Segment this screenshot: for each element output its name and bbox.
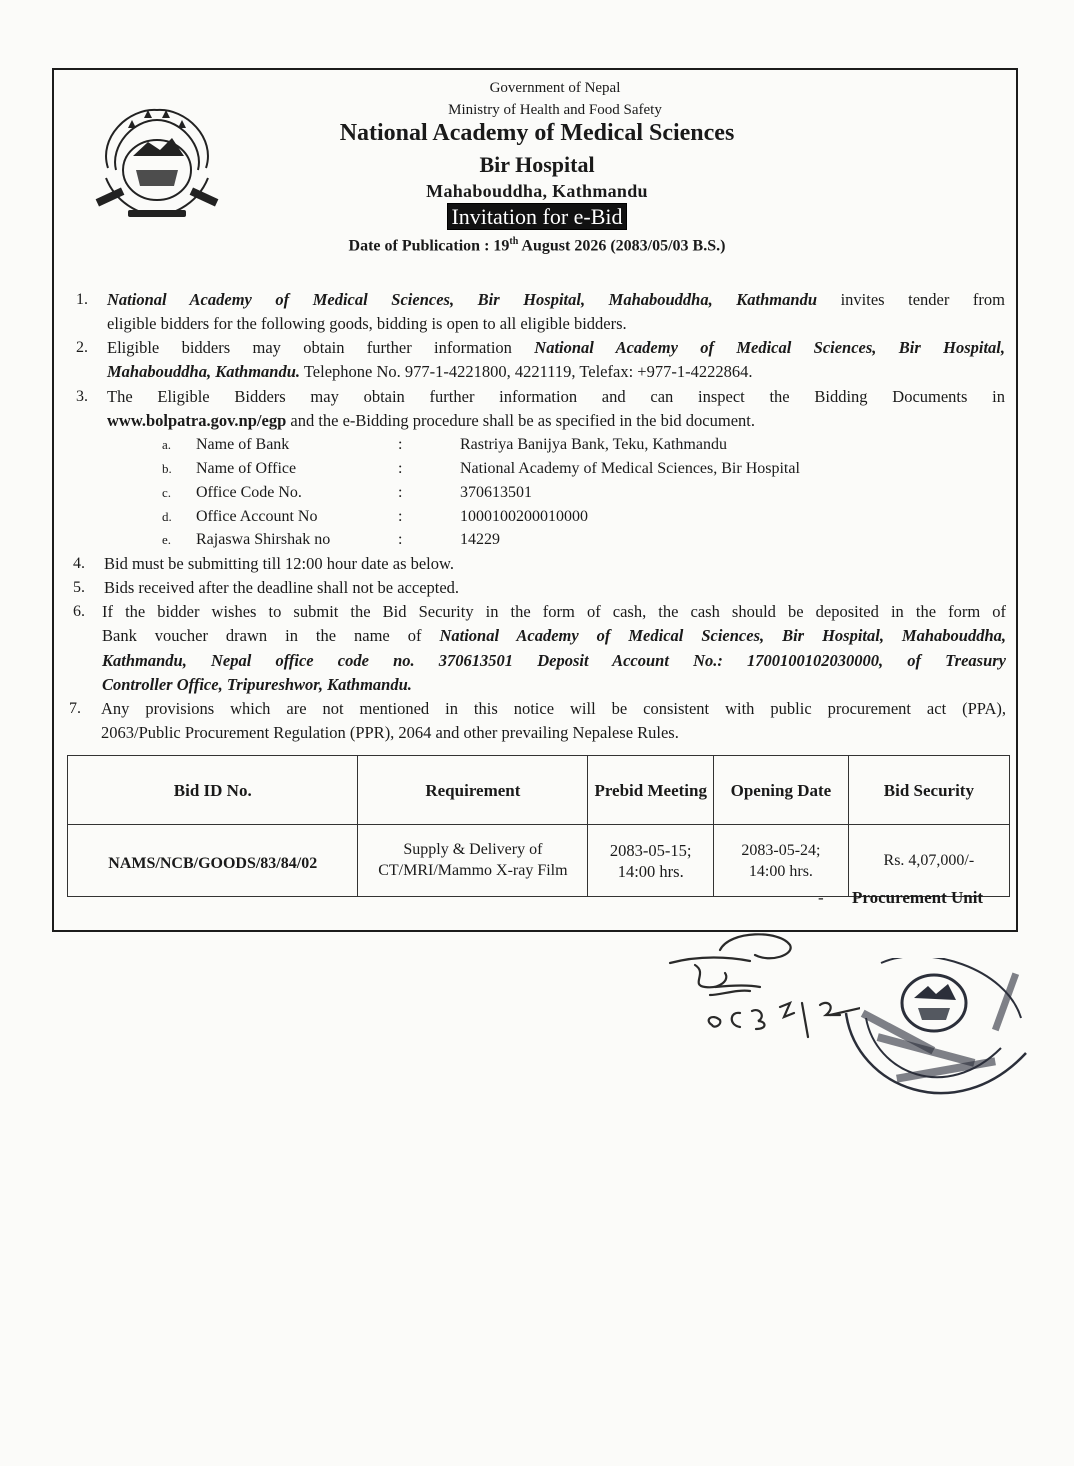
item-3-line2: www.bolpatra.gov.np/egp and the e-Bidding procedure shall be as specified in the bid document.: [107, 411, 755, 430]
col-requirement: Requirement: [358, 756, 588, 825]
item-7-number: 7.: [69, 700, 81, 717]
item-5-text: Bids received after the deadline shall not be accepted.: [104, 578, 460, 597]
col-opening: Opening Date: [714, 756, 849, 825]
item-2-line1: Eligible bidders may obtain further information National Academy of Medical Sciences, Bir Hospital,: [107, 338, 1005, 357]
academy-title: National Academy of Medical Sciences: [339, 120, 735, 146]
prebid-cell: 2083-05-15; 14:00 hrs.: [588, 825, 714, 897]
item-6-number: 6.: [73, 603, 85, 620]
security-cell: Rs. 4,07,000/-: [848, 825, 1009, 897]
table-header-row: [68, 756, 1010, 825]
item-1-line1: National Academy of Medical Sciences, Bir Hospital, Mahabouddha, Kathmandu invites tender from: [107, 290, 1005, 309]
bank-row: c. Office Code No. : 370613501: [162, 484, 532, 501]
opening-cell: 2083-05-24; 14:00 hrs.: [714, 825, 849, 897]
item-5-number: 5.: [73, 579, 85, 596]
col-bid-id: Bid ID No.: [68, 756, 358, 825]
item-6-line1: If the bidder wishes to submit the Bid Security in the form of cash, the cash should be deposited in the form of: [102, 602, 1006, 621]
item-4-text: Bid must be submitting till 12:00 hour date as below.: [104, 554, 454, 573]
government-line: Government of Nepal: [489, 80, 621, 96]
item-1-line2: eligible bidders for the following goods, bidding is open to all eligible bidders.: [107, 314, 627, 333]
item-7-line2: 2063/Public Procurement Regulation (PPR), 2064 and other prevailing Nepalese Rules.: [101, 723, 679, 742]
notice-title: Invitation for e-Bid: [0, 204, 1074, 230]
handwritten-signature: [660, 925, 860, 1045]
bid-table: [67, 755, 1010, 897]
official-seal: [836, 958, 1036, 1128]
item-1-number: 1.: [76, 291, 88, 308]
bank-row: b. Name of Office : National Academy of Medical Sciences, Bir Hospital: [162, 460, 800, 477]
item-7-line1: Any provisions which are not mentioned in this notice will be consistent with public procurement act (PPA),: [101, 699, 1006, 718]
bank-row: e. Rajaswa Shirshak no : 14229: [162, 531, 500, 548]
item-6-line3: Kathmandu, Nepal office code no. 370613501 Deposit Account No.: 1700100102030000, of Treasury: [102, 651, 1006, 670]
procurement-unit: Procurement Unit: [852, 888, 984, 907]
bid-id-cell: NAMS/NCB/GOODS/83/84/02: [68, 825, 358, 897]
item-3-line1: The Eligible Bidders may obtain further information and can inspect the Bidding Documents in: [107, 387, 1005, 406]
ministry-line: Ministry of Health and Food Safety: [448, 102, 662, 118]
bank-row: a. Name of Bank : Rastriya Banijya Bank, Teku, Kathmandu: [162, 436, 727, 453]
hospital-title: Bir Hospital: [479, 152, 595, 177]
col-prebid: Prebid Meeting: [588, 756, 714, 825]
hospital-address: Mahabouddha, Kathmandu: [426, 181, 648, 201]
footer-dash: -: [818, 888, 824, 907]
item-6-line2: Bank voucher drawn in the name of National Academy of Medical Sciences, Bir Hospital, Mahabouddha,: [102, 626, 1006, 645]
item-2-line2: Mahabouddha, Kathmandu. Telephone No. 977-1-4221800, 4221119, Telefax: +977-1-4222864.: [107, 362, 753, 381]
requirement-cell: Supply & Delivery of CT/MRI/Mammo X-ray Film: [358, 825, 588, 897]
publication-date: Date of Publication : 19th August 2026 (2083/05/03 B.S.): [348, 236, 726, 255]
item-2-number: 2.: [76, 339, 88, 356]
item-6-line4: Controller Office, Tripureshwor, Kathmandu.: [102, 675, 412, 694]
item-4-number: 4.: [73, 555, 85, 572]
col-security: Bid Security: [848, 756, 1009, 825]
bank-row: d. Office Account No : 1000100200010000: [162, 508, 588, 525]
item-3-number: 3.: [76, 388, 88, 405]
table-row: [68, 825, 1010, 897]
